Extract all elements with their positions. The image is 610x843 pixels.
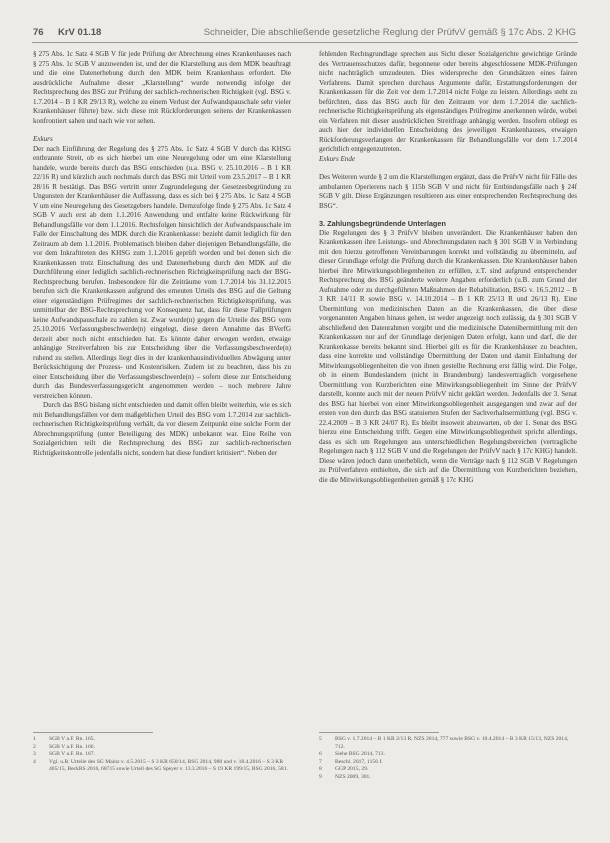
- footnotes-right: [319, 736, 577, 782]
- footnote-number: 4: [33, 758, 36, 765]
- footnote: [319, 736, 577, 751]
- header-rule: [32, 42, 578, 43]
- footnote: [319, 774, 577, 782]
- footnote-number: 8: [319, 766, 322, 773]
- footnote-text: BSG v. 1.7.2014 – B 1 KR 2/13 R, NZS 2014, 777 sowie BSG v. 10.4.2014 – B 3 KR 15/13, NZS 2014, 712.: [335, 736, 569, 750]
- journal-name: KrV 01.18: [58, 27, 102, 38]
- right-column: [319, 50, 577, 485]
- footnote-text: SGB V a.F. Rn. 166.: [49, 743, 95, 750]
- excursus-label: Exkurs: [33, 135, 53, 143]
- footnote-text: Siehe BSG 2014, 713.: [335, 751, 385, 758]
- paragraph: Durch das BSG bislang nicht entschieden und damit offen bleibt weiterhin, wie es sich mit Behandlungsfällen vor dem maßgeblichen Urteil des BSG vom 1.7.2014 zur sachlich-rechnerischen Richtigkeitsprüfung verhält, da vor diesem Zeitpunkt eine solche Form der Abrechnungsprüfung (unter Beteiligung des MDK) unbekannt war. Eine Reihe von Sozialgerichten teilt die Rechtsprechung des BSG zur sachlich-rechnerischen Richtigkeitskontrolle jedenfalls nicht, sondern hat diese fundiert kritisiert“. Neben der: [33, 401, 291, 457]
- paragraph: Der nach Einführung der Regelung des § 275 Abs. 1c Satz 4 SGB V durch das KHSG entbrannte Streit, ob es sich hierbei um eine Neuregelung oder um eine Klarstellung handele, wurde bereits durch das BSG entschieden (u.a. BSG v. 25.10.2016 – B 1 KR 22/16 R) und kürzlich auch nochmals durch das BSG mit Urteil vom 23.5.2017 – B 1 KR 28/16 R bestätigt. Das BSG vertritt unter Zugrundelegung der Gesetzesbegründung zu Ungunsten der Krankenhäuser die Auffassung, dass es sich bei § 275 Abs. 1c Satz 4 SGB V um eine Neuregelung des Gesetzgebers handele. Demzufolge finde § 275 Abs. 1c Satz 4 SGB V auch erst ab dem 1.1.2016 Anwendung und entfalte keine Rückwirkung für Behandlungsfälle vor dem 1.1.2016. Rechtsfolgen hinsichtlich der Aufwandspauschale im Falle der Einschaltung des MDK durch die Krankenkasse: bezieht damit lediglich für den Zeitraum ab dem 1.1.2016. Problematisch bleiben daher diejenigen Behandlungsfälle, die vor dem Inkrafttreten des KHSG zum 1.1.2016 geprüft worden und bei denen sich die Krankenkassen trotz Einschaltung des und Datenerhebung durch den MDK auf die Durchführung einer lediglich sachlich-rechnerischen Richtigkeitsprüfung nach der BSG-Rechtsprechung berufen. Insbesondere für die Zeiträume vom 1.7.2014 bis 31.12.2015 berufen sich die Krankenkassen aufgrund des erneuten Urteils des BSG auf die Geltung einer eigenständigen Prüfregimes der sachlich-rechnerischen Richtigkeitsprüfung, was unmittelbar der BSG-Rechtsprechung vor Konsequenz hat, dass für diese Fallprüfungen keine Aufwandspauschale zu zahlen ist. Zwar wurde(n) gegen die Urteile des BSG vom 25.10.2016 Verfassungsbeschwerde(n) eingelegt, diese deren Annahme das BVerfG derzeit aber noch nicht entschieden hat. Es könnte daher erwogen werden, etwaige anhängige Streitverfahren bis zur Entscheidung über die Verfassungsbeschwerde(n) ruhend zu stellen. Allerdings liegt dies in der krankenhausindividuellen Abwägung unter Berücksichtigung der Prozess- und Kostenrisiken. Zudem ist zu beachten, dass bis zu einer Entscheidung über die Verfassungsbeschwerde(n) – sofern diese zur Entscheidung durch das Bundesverfassungsgericht angenommen werden – noch mehrere Jahre verstreichen können.: [33, 144, 291, 400]
- paragraph: fehlenden Rechtsgrundlage sprechen aus Sicht dieser Sozialgerichte gewichtige Gründe des Vertrauensschutzes dafür, begonnene oder bereits abgeschlossene MDK-Prüfungen nicht nachträglich umzudeuten. Dies widerspreche den Grundsätzen eines fairen Verfahrens. Damit sprechen durchaus Argumente dafür, Erstattungsforderungen der Krankenkassen für die Zeit vor dem 1.7.2014 nicht Folge zu leisten. Allerdings steht zu befürchten, dass das BSG auch für den Zeitraum vor dem 1.7.2014 die sachlich-rechnerische Richtigkeitsprüfung als eigenständiges Prüfregime anerkennen würde, wobei ein Verfahren mit dieser ausdrücklichen Streitfrage anhängig werden. Insofern obliegt es auch hier der individuellen Entscheidung des jeweiligen Krankenhauses, etwaigen Rückforderungsverlangen der Krankenkassen für Behandlungsfälle vor dem 1.7.2014 gerichtlich entgegenzutreten.: [319, 50, 577, 153]
- paragraph: § 275 Abs. 1c Satz 4 SGB V für jede Prüfung der Abrechnung eines Krankenhauses nach § 275 Abs. 1c SGB V anzuwenden ist, und der die Klarstellung aus dem MDK beauftragt und die eine Datenerhebung durch den MDK beim Krankenhaus erfordert. Die ausdrückliche Aufnahme dieser „Klarstellung“ wurde notwendig infolge der Rechtsprechung des BSG zur Prüfung der sachlich-rechnerischen Richtigkeit (vgl. BSG v. 1.7.2014 – B 1 KR 29/13 R), welche zu einem Verlust der Aufwandspauschale sehr vieler Krankenhäuser führte) bzw. sich diese mit Rückforderungen seitens der Krankenkassen konfrontiert sahen und nach wie vor sehen.: [33, 50, 291, 125]
- footnote-rule: [319, 732, 439, 733]
- footnote: [319, 751, 577, 759]
- footnote: [33, 751, 291, 759]
- excursus-end: Exkurs Ende: [319, 154, 356, 163]
- footnote-text: Beschl. 2017, 1156 f.: [335, 758, 383, 765]
- paragraph: Die Regelungen des § 3 PrüfvV bleiben unverändert. Die Krankenhäuser haben den Krankenkassen ihre Leistungs- und Abrechnungsdaten nach § 301 SGB V in Verbindung mit den hierzu getroffenen Vereinbarungen korrekt und vollständig zu übermitteln, auf dieser Grundlage erfolgt die Prüfung durch die Krankenkassen. Die Krankenhäuser haben hierbei ihre Mitwirkungsobliegenheiten zu erfüllen, z.T. sind aufgrund entsprechender Rechtsprechung des BSG geänderte weitere Angaben erforderlich (u.B. zum Grund der Aufnahme oder zu durchgeführten Maßnahmen der Rehabilitation, BSG v. 16.5.2012 – B 3 KR 14/11 R sowie BSG v. 14.10.2014 – B 1 KR 25/13 R und 26/13 R). Eine Übermittlung von medizinischen Daten an die Krankenkassen, die über diese vorgenannten Angaben hinaus gehen, ist weder angezeigt noch zulässig, da § 301 SGB V abschließend den Datenrahmen vorgibt und die medizinische Datenübermittlung mit den Krankenkassen nur auf der Grundlage derjenigen Daten erfolgt, kann und darf, die der Krankenkasse bereits bekannt sind. Hierbei gilt es für die Krankenhäuser zu beachten, dass eine korrekte und vollständige Übermittlung der Daten und damit Einhaltung der Mitwirkungsobliegenheiten die von ihnen gestellte Rechnung erst fällig wird. Die Folge, ob in einem Bundeslandern (nicht in Brandenburg) landesvertraglich vorgesehene Übermittlung von Kurzberichten eine Mitwirkungsobliegenheit im Sinne der PrüfvV darstellt, konnte auch mit der neuen PrüfvV nicht geklärt werden. Jedenfalls der 3. Senat des BSG hat hierbei von einer Mitwirkungsobliegenheit ausgegangen und zwar auf der ersten von den durch das BSG statuierten Stufen der Sachverhaltsermittlung (vgl. BSG v. 22.4.2009 – B 3 KR 24/07 R). Es bleibt insoweit abzuwarten, ob der 1. Senat des BSG hierzu eine Entscheidung trifft. Gegen eine Mitwirkungsobliegenheit spricht allerdings, dass es sich um Regelungen aus unterschiedlichen Regelungsbereichen (vertragliche Regelungen nach § 112 SGB V und die Regelungen der PrüfvV nach § 17c KHG) handelt. Diese wären jedoch dann unerheblich, wenn die Verträge nach § 112 SGB V Regelungen zu Prüfverfahren enthielten, die sich auf die Übermittlung von Kurzberichten beziehen, die die Mitwirkungsobliegenheiten gemäß § 17c KHG: [319, 228, 577, 484]
- footnote-number: 5: [319, 736, 322, 742]
- footnote-text: NZS 2009, 301.: [335, 773, 371, 780]
- section-heading: 3. Zahlungsbegründende Unterlagen: [319, 219, 446, 228]
- footnote: [319, 759, 577, 767]
- footnote-number: 7: [319, 758, 322, 765]
- footnote-number: 3: [33, 751, 36, 758]
- article-title: Schneider, Die abschließende gesetzliche Reglung der PrüfvV gemäß § 17c Abs. 2 KHG: [203, 27, 576, 38]
- footnote: [33, 759, 291, 774]
- footnotes-left: [33, 736, 291, 774]
- footnote: [319, 766, 577, 774]
- footnote-text: Vgl. u.B. Urteile des SG Mainz v. 4.5.2015 – S 3 KR 650/14, BSG 2014, 988 und v. 18.4.2016 – S 3 KR 405/15, BeckRS 2016, 68715 sowie Urteil des SG Speyer v. 13.3.2016 – S 19 KR 199/15, BSG 2016, 581.: [49, 758, 288, 773]
- paragraph: Des Weiteren wurde § 2 um die Klarstellungen ergänzt, dass die PrüfvV nicht für Fälle des ambulanten Operierens nach § 115b SGB V und nicht für Entbindungsfälle nach § 24f SGB V gilt. Diese Ergänzungen resultieren aus einer entsprechenden Rechtsprechung des BSG“.: [319, 173, 577, 210]
- page-number: 76: [33, 27, 44, 38]
- footnote-text: SGB V a.F. Rn. 165.: [49, 736, 95, 742]
- footnote-number: 2: [33, 743, 36, 750]
- footnote: [33, 744, 291, 752]
- footnote-text: GGP 2015, 29.: [335, 766, 369, 773]
- footnote-text: SGB V a.F. Rn. 167.: [49, 751, 95, 758]
- footnote-number: 1: [33, 736, 36, 742]
- footnote-number: 6: [319, 751, 322, 758]
- footnote-rule: [33, 732, 153, 733]
- footnote-number: 9: [319, 773, 322, 780]
- left-column: [33, 50, 291, 458]
- running-header: [0, 27, 610, 41]
- footnote: [33, 736, 291, 744]
